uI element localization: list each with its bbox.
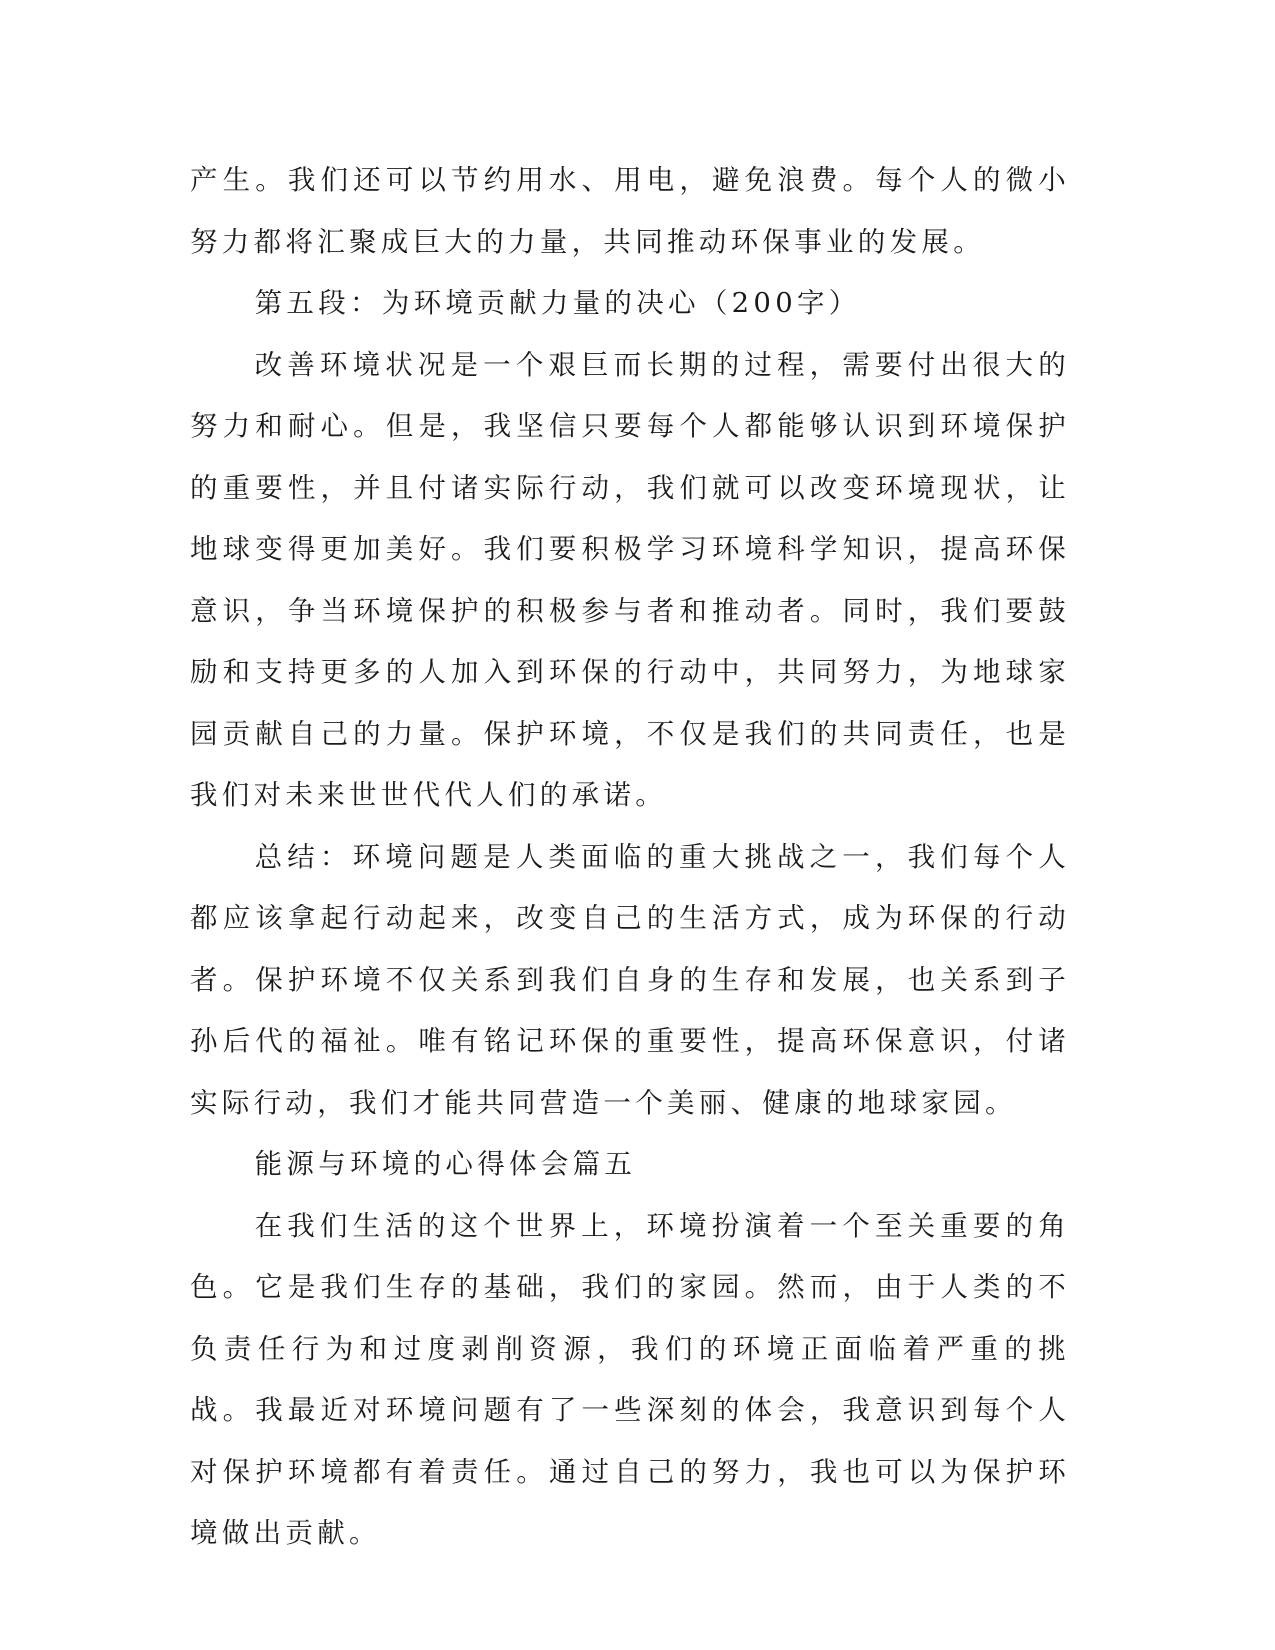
paragraph-determination: 改善环境状况是一个艰巨而长期的过程，需要付出很大的努力和耐心。但是，我坚信只要每个人都能够认识到环境保护的重要性，并且付诸实际行动，我们就可以改变环境现状，让地球变得更加美好。我们要积极学习环境科学知识，提高环保意识，争当环境保护的积极参与者和推动者。同时，我们要鼓励和支持更多的人加入到环保的行动中，共同努力，为地球家园贡献自己的力量。保护环境，不仅是我们的共同责任，也是我们对未来世世代代人们的承诺。 <box>190 348 1070 811</box>
chapter-title: 能源与环境的心得体会篇五 <box>254 1148 637 1180</box>
paragraph-continuation: 产生。我们还可以节约用水、用电，避免浪费。每个人的微小努力都将汇聚成巨大的力量，共同推动环保事业的发展。 <box>190 164 1070 258</box>
paragraph-intro: 在我们生活的这个世界上，环境扮演着一个至关重要的角色。它是我们生存的基础，我们的家园。然而，由于人类的不负责任行为和过度剥削资源，我们的环境正面临着严重的挑战。我最近对环境问题有了一些深刻的体会，我意识到每个人对保护环境都有着责任。通过自己的努力，我也可以为保护环境做出贡献。 <box>190 1209 1070 1549</box>
section-heading-fifth: 第五段：为环境贡献力量的决心（200字） <box>254 287 861 319</box>
document-page <box>190 150 1070 1565</box>
paragraph-summary: 总结：环境问题是人类面临的重大挑战之一，我们每个人都应该拿起行动起来，改变自己的生活方式，成为环保的行动者。保护环境不仅关系到我们自身的生存和发展，也关系到子孙后代的福祉。唯有铭记环保的重要性，提高环保意识，付诸实际行动，我们才能共同营造一个美丽、健康的地球家园。 <box>190 840 1070 1119</box>
